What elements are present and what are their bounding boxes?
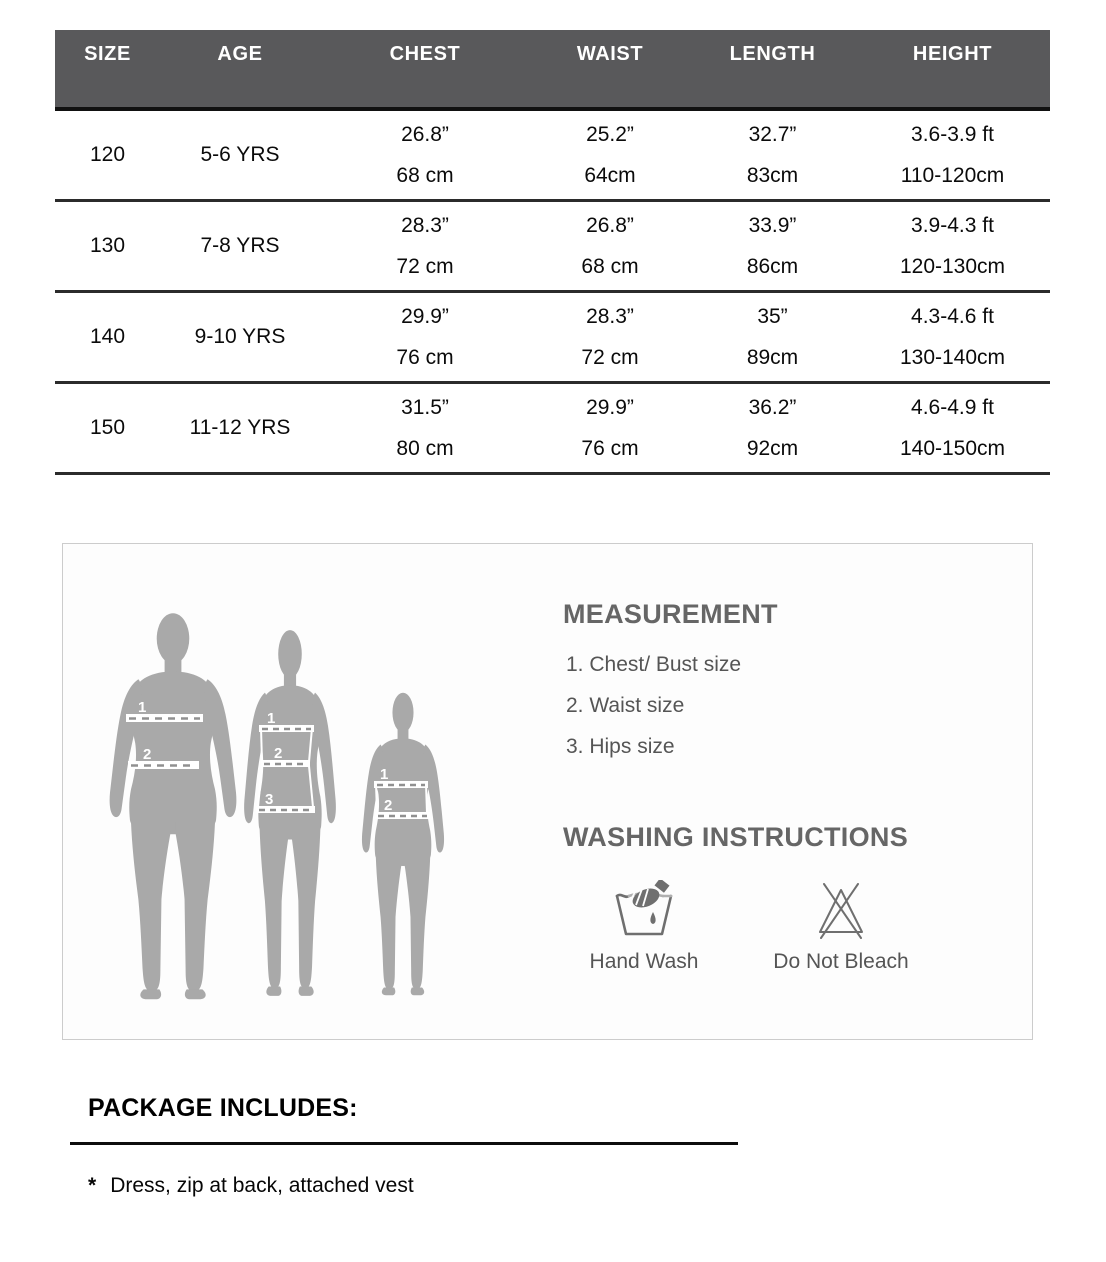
chest-cell	[320, 201, 530, 292]
length-cm: 86cm	[746, 254, 799, 278]
waist-inches: 28.3”	[586, 304, 634, 328]
package-underline	[70, 1142, 738, 1145]
length-inches: 35”	[757, 304, 788, 328]
column-header-waist: WAIST	[530, 30, 690, 109]
hand-wash-icon	[612, 880, 676, 942]
measure-point-label: 2	[274, 745, 283, 762]
measure-point-label: 2	[384, 797, 393, 814]
height-feet: 3.6-3.9 ft	[911, 122, 994, 146]
height-cell	[855, 292, 1050, 383]
measure-point-label: 3	[265, 791, 274, 808]
waist-cell	[530, 383, 690, 474]
length-inches: 32.7”	[748, 122, 797, 146]
size-cell: 120	[55, 109, 160, 201]
body-silhouette-woman	[244, 630, 336, 996]
length-cm: 92cm	[746, 436, 799, 460]
washing-instructions-title: WASHING INSTRUCTIONS	[563, 822, 909, 852]
age-cell: 9-10 YRS	[160, 292, 320, 383]
chest-cm: 76 cm	[396, 345, 454, 369]
measurement-list	[566, 644, 741, 767]
age-cell: 5-6 YRS	[160, 109, 320, 201]
size-cell: 130	[55, 201, 160, 292]
measure-point-label: 1	[267, 710, 276, 727]
height-feet: 4.3-4.6 ft	[911, 304, 994, 328]
waist-inches: 26.8”	[586, 213, 634, 237]
package-includes-title: PACKAGE INCLUDES:	[88, 1094, 358, 1122]
measure-point-label: 1	[138, 699, 147, 716]
measurement-item: 1. Chest/ Bust size	[566, 652, 742, 676]
package-bullet: *	[88, 1174, 97, 1197]
chest-cm: 68 cm	[396, 163, 454, 187]
length-cm: 89cm	[746, 345, 799, 369]
length-cell	[690, 292, 855, 383]
length-cell	[690, 201, 855, 292]
table-row	[55, 201, 1050, 292]
measure-point-label: 1	[380, 766, 389, 783]
waist-cell	[530, 201, 690, 292]
length-inches: 36.2”	[748, 395, 797, 419]
chest-inches: 29.9”	[401, 304, 449, 328]
height-feet: 4.6-4.9 ft	[911, 395, 994, 419]
height-cell	[855, 201, 1050, 292]
measurement-card	[62, 543, 1033, 1040]
chest-cm: 72 cm	[396, 254, 454, 278]
waist-cm: 68 cm	[581, 254, 639, 278]
length-cell	[690, 109, 855, 201]
chest-cell	[320, 383, 530, 474]
chest-inches: 26.8”	[401, 122, 449, 146]
package-item	[88, 1174, 414, 1198]
body-silhouette-child	[362, 693, 444, 996]
height-cm: 140-150cm	[899, 436, 1006, 460]
chest-inches: 28.3”	[401, 213, 449, 237]
length-inches: 33.9”	[748, 213, 797, 237]
height-cm: 110-120cm	[900, 163, 1005, 187]
chest-cm: 80 cm	[396, 436, 454, 460]
height-cm: 130-140cm	[899, 345, 1006, 369]
column-header-age: AGE	[160, 30, 320, 109]
do-not-bleach-label: Do Not Bleach	[773, 950, 909, 973]
length-cell	[690, 383, 855, 474]
table-header-row	[55, 30, 1050, 109]
waist-cell	[530, 109, 690, 201]
measurement-title: MEASUREMENT	[563, 599, 778, 629]
chest-cell	[320, 109, 530, 201]
body-silhouette-man	[110, 613, 237, 999]
waist-inches: 25.2”	[586, 122, 634, 146]
chest-cell	[320, 292, 530, 383]
column-header-length: LENGTH	[690, 30, 855, 109]
table-row	[55, 383, 1050, 474]
height-cell	[855, 109, 1050, 201]
size-cell: 140	[55, 292, 160, 383]
column-header-size: SIZE	[55, 30, 160, 109]
height-cell	[855, 383, 1050, 474]
body-silhouettes-figure	[63, 544, 543, 1039]
waist-inches: 29.9”	[586, 395, 634, 419]
age-cell: 7-8 YRS	[160, 201, 320, 292]
chest-inches: 31.5”	[401, 395, 449, 419]
waist-cm: 64cm	[584, 163, 636, 187]
hand-wash-symbol	[564, 880, 724, 974]
age-cell: 11-12 YRS	[160, 383, 320, 474]
waist-cm: 76 cm	[581, 436, 639, 460]
column-header-height: HEIGHT	[855, 30, 1050, 109]
waist-cell	[530, 292, 690, 383]
column-header-chest: CHEST	[320, 30, 530, 109]
do-not-bleach-icon	[809, 880, 873, 942]
hand-wash-label: Hand Wash	[589, 950, 699, 973]
measurement-item: 3. Hips size	[566, 734, 675, 758]
do-not-bleach-symbol	[761, 880, 921, 974]
waist-cm: 72 cm	[581, 345, 639, 369]
size-chart-table	[55, 30, 1050, 475]
length-cm: 83cm	[746, 163, 799, 187]
height-cm: 120-130cm	[899, 254, 1006, 278]
table-row	[55, 292, 1050, 383]
measure-point-label: 2	[143, 746, 152, 763]
package-item-text: Dress, zip at back, attached vest	[110, 1174, 414, 1197]
measurement-item: 2. Waist size	[566, 693, 685, 717]
size-cell: 150	[55, 383, 160, 474]
table-row	[55, 109, 1050, 201]
height-feet: 3.9-4.3 ft	[911, 213, 994, 237]
